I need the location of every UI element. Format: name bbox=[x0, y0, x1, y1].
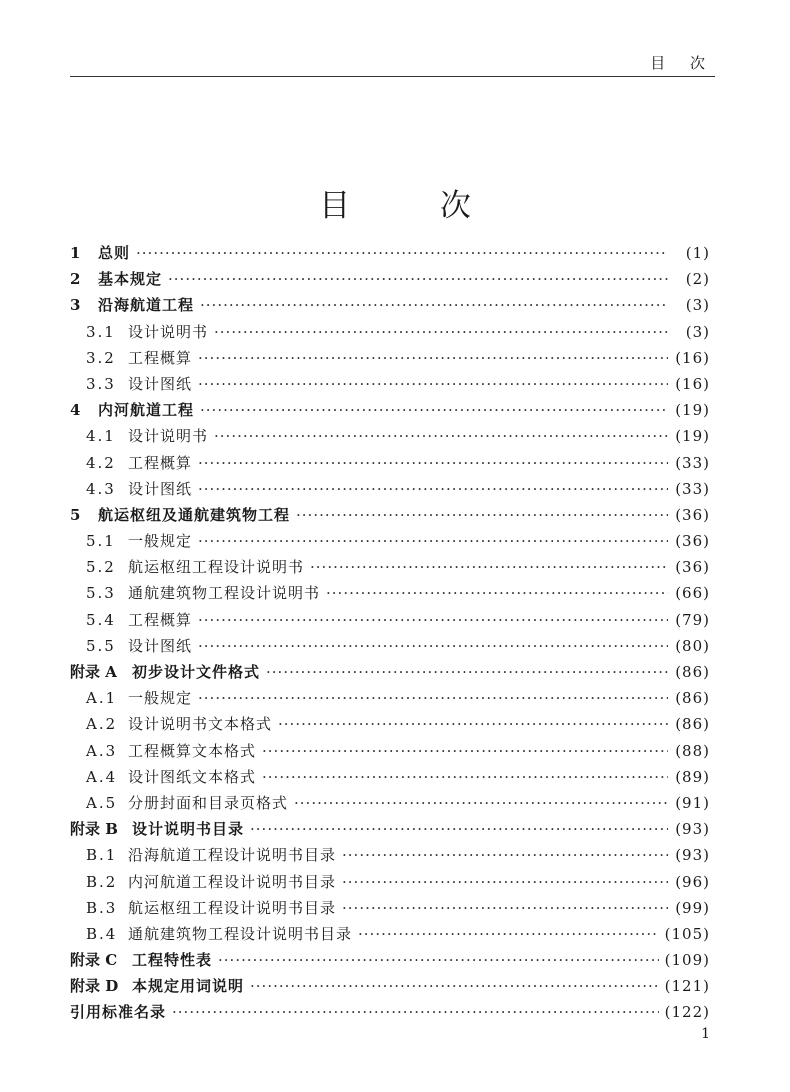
toc-entry[interactable] bbox=[70, 397, 710, 423]
toc-entry-page: (2) bbox=[685, 270, 710, 289]
dot-leader bbox=[296, 502, 668, 528]
toc-entry-page: (91) bbox=[675, 793, 710, 812]
running-header: 目 次 bbox=[650, 54, 715, 72]
toc-entry-number: 3 bbox=[70, 296, 81, 315]
toc-entry-number: 5.3 bbox=[86, 584, 116, 603]
toc-entry[interactable] bbox=[70, 423, 710, 449]
toc-entry-number: 5.1 bbox=[86, 532, 116, 551]
dot-leader bbox=[198, 476, 668, 502]
dot-leader bbox=[266, 659, 668, 685]
toc-entry-label: 通航建筑物工程设计说明书目录 bbox=[128, 924, 353, 943]
toc-entry-number: 3.2 bbox=[86, 348, 116, 367]
toc-entry-label: 航运枢纽工程设计说明书 bbox=[128, 558, 305, 577]
toc-entry-label: 工程概算文本格式 bbox=[128, 741, 257, 760]
toc-entry[interactable] bbox=[70, 319, 710, 345]
toc-entry[interactable] bbox=[70, 450, 710, 476]
dot-leader bbox=[326, 580, 668, 606]
toc-entry[interactable] bbox=[70, 580, 710, 606]
toc-entry-number: B.2 bbox=[86, 872, 118, 891]
page-number: 1 bbox=[701, 1026, 710, 1042]
toc-entry[interactable] bbox=[70, 240, 710, 266]
toc-entry[interactable] bbox=[70, 921, 710, 947]
toc-entry[interactable] bbox=[70, 633, 710, 659]
toc-entry[interactable] bbox=[70, 790, 710, 816]
toc-entry-number: 4.1 bbox=[86, 427, 116, 446]
toc-entry-page: (33) bbox=[675, 479, 710, 498]
dot-leader bbox=[200, 292, 668, 318]
toc-entry-label: 设计图纸 bbox=[128, 636, 193, 655]
toc-entry-page: (3) bbox=[685, 296, 710, 315]
dot-leader bbox=[198, 607, 668, 633]
toc-entry[interactable] bbox=[70, 738, 710, 764]
toc-entry[interactable] bbox=[70, 816, 710, 842]
toc-entry-number: 2 bbox=[70, 270, 81, 289]
toc-entry-page: (96) bbox=[675, 872, 710, 891]
dot-leader bbox=[278, 711, 668, 737]
toc-entry-page: (36) bbox=[675, 558, 710, 577]
toc-entry-label: 一般规定 bbox=[128, 532, 193, 551]
dot-leader bbox=[198, 685, 668, 711]
toc-entry-label: 基本规定 bbox=[98, 270, 163, 289]
toc-entry-number: 1 bbox=[70, 244, 81, 262]
dot-leader bbox=[198, 345, 668, 371]
toc-entry-label: 设计说明书 bbox=[128, 322, 209, 341]
toc-entry[interactable] bbox=[70, 345, 710, 371]
toc-entry[interactable] bbox=[70, 659, 710, 685]
toc-entry-number: A.3 bbox=[86, 741, 118, 760]
header-rule bbox=[70, 76, 715, 77]
dot-leader bbox=[172, 999, 659, 1025]
toc-entry-page: (121) bbox=[664, 977, 710, 996]
toc-entry-number: 3.1 bbox=[86, 322, 116, 341]
dot-leader bbox=[136, 240, 668, 266]
toc-entry-page: (16) bbox=[675, 348, 710, 367]
toc-entry-page: (122) bbox=[664, 1003, 710, 1022]
toc-entry-number: 附录 B bbox=[70, 820, 118, 839]
toc-entry-page: (16) bbox=[675, 374, 710, 393]
toc-entry-label: 工程特性表 bbox=[132, 951, 213, 970]
toc-entry-label: 沿海航道工程 bbox=[98, 296, 195, 315]
toc-entry-number: 4.2 bbox=[86, 453, 116, 472]
dot-leader bbox=[262, 764, 668, 790]
toc-entry[interactable] bbox=[70, 895, 710, 921]
dot-leader bbox=[342, 869, 668, 895]
toc-entry-page: (109) bbox=[664, 951, 710, 970]
toc-entry[interactable] bbox=[70, 869, 710, 895]
toc-entry-label: 航运枢纽及通航建筑物工程 bbox=[98, 505, 291, 524]
toc-entry-label: 工程概算 bbox=[128, 610, 193, 629]
toc-entry-number: 5.2 bbox=[86, 558, 116, 577]
dot-leader bbox=[250, 973, 659, 999]
toc-entry[interactable] bbox=[70, 685, 710, 711]
toc-entry-number: B.4 bbox=[86, 924, 118, 943]
toc-entry-page: (66) bbox=[675, 584, 710, 603]
toc-entry-page: (79) bbox=[675, 610, 710, 629]
toc-entry-page: (86) bbox=[675, 663, 710, 681]
toc-entry[interactable] bbox=[70, 502, 710, 528]
toc-entry-page: (3) bbox=[685, 322, 710, 341]
toc-entry-page: (19) bbox=[675, 427, 710, 446]
toc-entry-label: 内河航道工程设计说明书目录 bbox=[128, 872, 337, 891]
dot-leader bbox=[200, 397, 668, 423]
toc-entry-page: (105) bbox=[664, 924, 710, 943]
toc-entry-label: 工程概算 bbox=[128, 453, 193, 472]
toc-entry-page: (36) bbox=[675, 532, 710, 551]
toc-entry-number: 附录 A bbox=[70, 663, 117, 681]
toc-entry-label: 航运枢纽工程设计说明书目录 bbox=[128, 898, 337, 917]
toc-entry-number: 附录 D bbox=[70, 977, 119, 996]
toc-entry-number: 附录 C bbox=[70, 951, 118, 970]
toc-entry-number: B.3 bbox=[86, 898, 118, 917]
dot-leader bbox=[218, 947, 659, 973]
toc-entry-number: A.2 bbox=[86, 715, 118, 734]
toc-entry-page: (93) bbox=[675, 820, 710, 839]
toc-entry-label: 设计图纸 bbox=[128, 479, 193, 498]
dot-leader bbox=[342, 895, 668, 921]
toc-entry-label: 设计图纸 bbox=[128, 374, 193, 393]
toc-entry-label: 一般规定 bbox=[128, 689, 193, 708]
dot-leader bbox=[214, 319, 668, 345]
toc-entry-page: (1) bbox=[685, 244, 710, 262]
dot-leader bbox=[342, 842, 668, 868]
toc-entry-number: B.1 bbox=[86, 846, 118, 865]
toc-entry-label: 通航建筑物工程设计说明书 bbox=[128, 584, 321, 603]
dot-leader bbox=[294, 790, 668, 816]
toc-entry[interactable] bbox=[70, 973, 710, 999]
toc-entry-number: 4.3 bbox=[86, 479, 116, 498]
toc-entry-label: 设计说明书 bbox=[128, 427, 209, 446]
dot-leader bbox=[262, 738, 668, 764]
toc-entry-page: (86) bbox=[675, 715, 710, 734]
dot-leader bbox=[168, 266, 668, 292]
toc-entry[interactable] bbox=[70, 999, 710, 1025]
toc-entry-label: 内河航道工程 bbox=[98, 401, 195, 420]
dot-leader bbox=[358, 921, 659, 947]
toc-entry-label: 总则 bbox=[98, 244, 131, 262]
toc-entry[interactable] bbox=[70, 842, 710, 868]
toc-entry-label: 初步设计文件格式 bbox=[132, 663, 261, 681]
table-of-contents bbox=[70, 240, 710, 1026]
toc-entry-number: A.5 bbox=[86, 793, 118, 812]
toc-entry-number: 4 bbox=[70, 401, 81, 420]
toc-entry[interactable] bbox=[70, 764, 710, 790]
dot-leader bbox=[250, 816, 668, 842]
toc-entry-label: 沿海航道工程设计说明书目录 bbox=[128, 846, 337, 865]
toc-entry[interactable] bbox=[70, 266, 710, 292]
dot-leader bbox=[310, 554, 668, 580]
toc-entry[interactable] bbox=[70, 292, 710, 318]
dot-leader bbox=[214, 423, 668, 449]
toc-entry-page: (89) bbox=[675, 767, 710, 786]
toc-entry[interactable] bbox=[70, 607, 710, 633]
toc-entry-number: 3.3 bbox=[86, 374, 116, 393]
toc-entry-page: (33) bbox=[675, 453, 710, 472]
toc-entry-label: 设计说明书目录 bbox=[132, 820, 245, 839]
toc-entry-label: 设计说明书文本格式 bbox=[128, 715, 273, 734]
toc-entry-number: A.4 bbox=[86, 767, 118, 786]
toc-entry-number: A.1 bbox=[86, 689, 118, 708]
toc-entry[interactable] bbox=[70, 528, 710, 554]
toc-entry-number: 5.5 bbox=[86, 636, 116, 655]
toc-entry-label: 设计图纸文本格式 bbox=[128, 767, 257, 786]
toc-entry-number: 5 bbox=[70, 505, 81, 524]
toc-entry-number: 5.4 bbox=[86, 610, 116, 629]
toc-entry[interactable] bbox=[70, 554, 710, 580]
toc-entry-page: (93) bbox=[675, 846, 710, 865]
toc-entry-page: (19) bbox=[675, 401, 710, 420]
toc-entry-page: (86) bbox=[675, 689, 710, 708]
toc-entry-label: 引用标准名录 bbox=[70, 1003, 167, 1022]
toc-entry-label: 分册封面和目录页格式 bbox=[128, 793, 289, 812]
toc-entry[interactable] bbox=[70, 371, 710, 397]
toc-entry-page: (99) bbox=[675, 898, 710, 917]
toc-entry[interactable] bbox=[70, 476, 710, 502]
toc-entry[interactable] bbox=[70, 711, 710, 737]
dot-leader bbox=[198, 633, 668, 659]
dot-leader bbox=[198, 450, 668, 476]
toc-entry[interactable] bbox=[70, 947, 710, 973]
dot-leader bbox=[198, 528, 668, 554]
toc-entry-page: (80) bbox=[675, 636, 710, 655]
toc-entry-label: 本规定用词说明 bbox=[132, 977, 245, 996]
page-title: 目 次 bbox=[319, 188, 511, 224]
toc-entry-page: (36) bbox=[675, 505, 710, 524]
toc-entry-label: 工程概算 bbox=[128, 348, 193, 367]
dot-leader bbox=[198, 371, 668, 397]
toc-entry-page: (88) bbox=[675, 741, 710, 760]
